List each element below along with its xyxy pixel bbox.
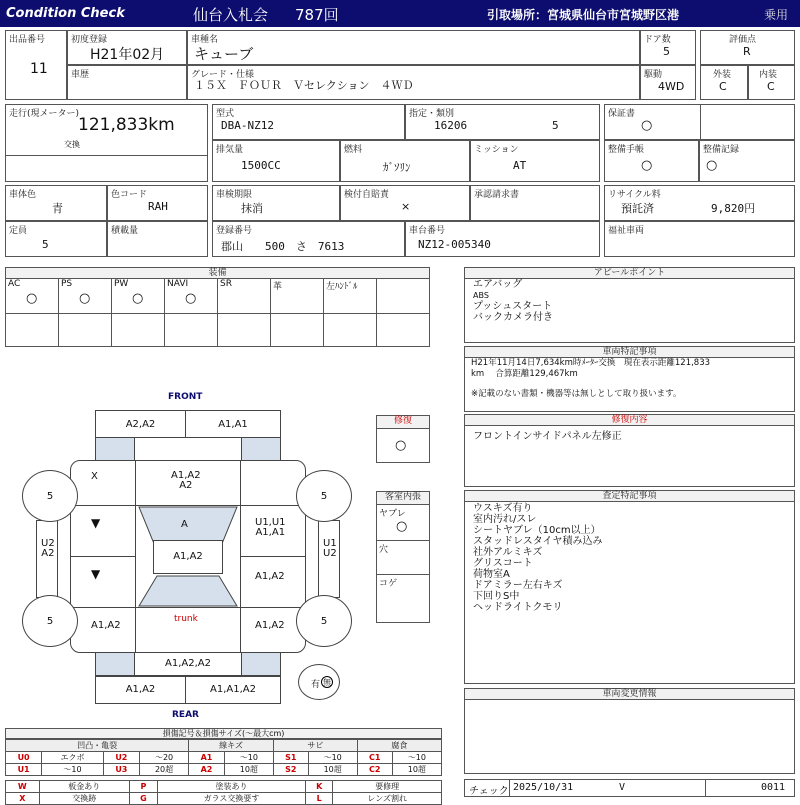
equip-leather-label: 革 <box>273 282 283 292</box>
front-bumper-left-label: A2,A2 <box>125 419 156 430</box>
appeal-panel <box>464 267 795 343</box>
legend-desc: ～20 <box>139 752 188 764</box>
legend-code: W <box>6 781 40 793</box>
fuel-label: 燃料 <box>344 145 363 155</box>
plate-label: 登録番号 <box>216 226 253 236</box>
recycle-status: 預託済 <box>621 202 654 215</box>
header-bar <box>0 0 800 27</box>
equip-pw <box>112 279 165 346</box>
fender-front-left <box>70 460 136 506</box>
equip-ps-mark: ○ <box>79 291 91 306</box>
assessment-item: ヘッドライトクモリ <box>473 602 563 613</box>
change-info-title: 車両変更情報 <box>465 689 794 700</box>
legend-desc: ガラス交換要す <box>158 793 306 805</box>
door-front-left <box>70 505 136 557</box>
appeal-item: プッシュスタート <box>473 301 553 312</box>
legend-desc: エクボ <box>42 752 104 764</box>
color-code-cell <box>107 185 208 221</box>
designation: 16206 <box>434 119 468 132</box>
legend-code: C2 <box>357 764 392 776</box>
grade: １５Ｘ ＦＯＵＲ Ｖセレクション ４ＷＤ <box>194 79 414 92</box>
sill-right <box>318 520 340 598</box>
warranty-mark: ○ <box>641 118 653 133</box>
equip-navi-mark: ○ <box>185 291 197 306</box>
plate-number: 郡山 500 さ 7613 <box>221 240 345 253</box>
tire-front-left-depth: 5 <box>46 491 54 502</box>
legend-desc: 板金あり <box>39 781 129 793</box>
lot-label: 出品番号 <box>9 35 46 45</box>
assessment-item: ウスキズ有り <box>473 503 533 514</box>
color-cell <box>5 185 107 221</box>
legend-table <box>5 739 442 776</box>
interior-box <box>376 491 430 623</box>
door-handle-icon: ▼ <box>91 567 101 581</box>
liability-label: 検付自賠責 <box>344 190 390 200</box>
legend-code: U1 <box>6 764 42 776</box>
service-record-mark: ○ <box>706 158 718 173</box>
interior-title: 客室内張 <box>377 492 429 505</box>
inspection-label: 車検期限 <box>216 190 253 200</box>
repair-line: フロントインサイドパネル左修正 <box>473 431 622 442</box>
recycle-fee: 9,820円 <box>711 202 756 215</box>
hood-label: A1,A2 A2 <box>171 470 201 491</box>
windshield-label: A <box>181 519 188 530</box>
rear-panel-left-label: A1,A2 <box>125 684 156 695</box>
legend-code: G <box>129 793 157 805</box>
ext-cell <box>700 65 748 100</box>
appeal-title: アピールポイント <box>465 268 794 279</box>
displacement-cell <box>212 140 340 182</box>
equip-navi <box>165 279 218 346</box>
equip-sr <box>218 279 271 346</box>
door-front-right-label: U1,U1 A1,A1 <box>255 517 286 538</box>
legend-code: C1 <box>357 752 392 764</box>
liability-cell <box>340 185 470 221</box>
model-cell <box>212 104 405 140</box>
load-cell <box>107 221 208 257</box>
car-diagram <box>0 388 375 718</box>
tire-front-right <box>296 470 352 522</box>
mileage-label: 走行(現メーター) <box>9 109 80 119</box>
approval-cell <box>470 185 600 221</box>
spare-yes-label: 有 <box>311 680 321 690</box>
plate-cell <box>212 221 405 257</box>
recycle-label: リサイクル料 <box>608 190 661 200</box>
legend-desc: 10超 <box>308 764 357 776</box>
equipment-title: 装備 <box>6 268 429 279</box>
welfare-cell <box>604 221 795 257</box>
equipment-panel <box>5 267 430 347</box>
repair-box-title: 修復 <box>377 416 429 429</box>
score-label: 評価点 <box>729 35 757 45</box>
recycle-cell <box>604 185 795 221</box>
first-reg-cell <box>67 30 187 65</box>
lot-code: 787回 <box>295 6 339 24</box>
chassis-label: 車台番号 <box>409 226 446 236</box>
inspection: 抹消 <box>241 202 263 215</box>
door-rear-right <box>240 556 306 608</box>
tire-rear-left-depth: 5 <box>46 616 54 627</box>
assessment-title: 査定特記事項 <box>465 491 794 502</box>
door-front-right <box>240 505 306 557</box>
legend-desc: ～10 <box>392 752 441 764</box>
equip-lhd <box>324 279 377 346</box>
equip-navi-label: NAVI <box>167 279 189 289</box>
interior-burn-label: コゲ <box>379 579 398 589</box>
model-label: 型式 <box>216 109 235 119</box>
warranty-label: 保証書 <box>608 109 636 119</box>
legend-code: X <box>6 793 40 805</box>
quarter-rear-right-label: A1,A2 <box>255 620 285 631</box>
pickup-location: 引取場所：宮城県仙台市宮城野区港 <box>487 8 680 22</box>
legend-code: U0 <box>6 752 42 764</box>
body-color: 青 <box>52 202 63 215</box>
service-book-label: 整備手帳 <box>608 145 645 155</box>
sill-left-label: U2 A2 <box>41 538 55 559</box>
assessment-item: 室内汚れ/スレ <box>473 514 537 525</box>
service-book-mark: ○ <box>641 158 653 173</box>
int-cell <box>748 65 795 100</box>
special-line: km 合算距離129,467km <box>471 369 578 379</box>
legend-desc: 10超 <box>392 764 441 776</box>
headlight-left <box>95 437 135 461</box>
equip-pw-mark: ○ <box>132 291 144 306</box>
assessment-list <box>473 503 603 613</box>
rear-panel-right-label: A1,A1,A2 <box>210 684 256 695</box>
car-name-cell <box>187 30 640 65</box>
tire-rear-right-depth: 5 <box>320 616 328 627</box>
color-label: 車体色 <box>9 190 37 200</box>
legend-title: 損傷記号＆損傷サイズ(～最大cm) <box>5 728 442 739</box>
legend-header: 線キズ <box>189 740 274 752</box>
rear-bumper-label: A1,A2,A2 <box>165 658 211 669</box>
assessment-item: 荷物室A <box>473 569 510 580</box>
equip-ac <box>6 279 59 346</box>
equip-ps <box>59 279 112 346</box>
assessment-item: スタッドレスタイヤ積み込み <box>473 536 603 547</box>
repair-box-mark: ○ <box>395 438 407 453</box>
legend-desc: 塗装あり <box>158 781 306 793</box>
chassis-cell <box>405 221 600 257</box>
tire-rear-left <box>22 595 78 647</box>
roof <box>153 540 223 574</box>
equip-lhd-label: 左ﾊﾝﾄﾞﾙ <box>326 282 358 292</box>
score: R <box>743 45 751 58</box>
grade-cell <box>187 65 640 100</box>
assessment-item: グリスコート <box>473 558 533 569</box>
equip-ps-label: PS <box>61 279 73 289</box>
door-rear-left <box>70 556 136 608</box>
color-code-label: 色コード <box>111 190 148 200</box>
interior-tear-mark: ○ <box>396 519 408 534</box>
service-book-cell <box>604 140 699 182</box>
front-label: FRONT <box>168 392 203 402</box>
designation-cell <box>405 104 600 140</box>
tire-rear-right <box>296 595 352 647</box>
fender-front-left-label: X <box>91 471 98 482</box>
equip-leather <box>271 279 324 346</box>
special-lines <box>471 358 710 400</box>
rear-bumper <box>134 652 242 676</box>
legend-header: サビ <box>273 740 357 752</box>
ext: C <box>719 80 727 93</box>
int-label: 内装 <box>759 70 778 80</box>
legend-desc: 交換跡 <box>39 793 129 805</box>
front-bumper-right-label: A1,A1 <box>218 419 248 430</box>
legend-code: S2 <box>273 764 308 776</box>
rear-window <box>135 574 241 608</box>
headlight-right <box>241 437 281 461</box>
quarter-rear-left <box>70 607 136 653</box>
appeal-item: バックカメラ付き <box>473 312 553 323</box>
legend-code: K <box>306 781 333 793</box>
spare-tire <box>298 664 340 700</box>
assessment-item: ドアミラー左右キズ <box>473 580 563 591</box>
service-record-cell <box>699 140 795 182</box>
door-handle-icon: ▼ <box>91 516 101 530</box>
roof-label: A1,A2 <box>173 551 203 562</box>
displacement: 1500CC <box>241 159 281 172</box>
check-v: V <box>619 782 626 793</box>
hood <box>135 460 241 506</box>
taillight-right <box>241 652 281 676</box>
model: DBA-NZ12 <box>221 119 274 132</box>
welfare-label: 福祉車両 <box>608 226 645 236</box>
category: 乗用 <box>764 8 789 22</box>
check-number: 0011 <box>761 782 786 793</box>
appeal-item: ABS <box>473 291 489 300</box>
equip-pw-label: PW <box>114 279 129 289</box>
fuel: ｶﾞｿﾘﾝ <box>383 161 411 174</box>
legend-desc: ～10 <box>224 752 273 764</box>
legend-table-2 <box>5 780 442 805</box>
legend-code: U2 <box>103 752 139 764</box>
equip-sr-label: SR <box>220 279 232 289</box>
interior-hole-label: 穴 <box>379 545 389 555</box>
load-label: 積載量 <box>111 226 139 236</box>
quarter-rear-left-label: A1,A2 <box>91 620 121 631</box>
grade-label: グレード・仕様 <box>191 70 255 80</box>
tire-front-left <box>22 470 78 522</box>
legend-header: 凹凸・亀裂 <box>6 740 189 752</box>
legend-code: S1 <box>273 752 308 764</box>
chassis-number: NZ12-005340 <box>418 238 491 251</box>
spare-no-mark: 無 <box>323 678 331 687</box>
doors-cell <box>640 30 696 65</box>
mission-cell <box>470 140 600 182</box>
appeal-list <box>473 279 553 323</box>
mileage: 121,833km <box>78 115 175 135</box>
legend-header: 腐食 <box>357 740 441 752</box>
taillight-left <box>95 652 135 676</box>
rear-label: REAR <box>172 710 199 720</box>
exchange-note: 交換 <box>64 140 80 149</box>
rear-panel-left <box>95 676 186 704</box>
damage-legend <box>5 728 442 805</box>
capacity-label: 定員 <box>9 226 28 236</box>
history-label: 車歴 <box>71 70 90 80</box>
history-cell <box>67 65 187 100</box>
sill-right-label: U1 U2 <box>323 538 337 559</box>
ext-label: 外装 <box>713 70 732 80</box>
drive: 4WD <box>658 80 685 93</box>
special-line: ※記載のない書類・機器等は無しとして取り扱います。 <box>471 389 682 399</box>
car-name-label: 車種名 <box>191 35 219 45</box>
legend-code: L <box>306 793 333 805</box>
lot-number: 11 <box>30 61 48 77</box>
trunk-label: trunk <box>174 614 198 624</box>
special-notes-panel <box>464 346 795 412</box>
drive-cell <box>640 65 696 100</box>
displacement-label: 排気量 <box>216 145 244 155</box>
doors-label: ドア数 <box>644 35 671 45</box>
car-name: キューブ <box>194 45 254 63</box>
legend-desc: 10超 <box>224 764 273 776</box>
equip-ac-label: AC <box>8 279 21 289</box>
int: C <box>767 80 775 93</box>
mission-label: ミッション <box>474 145 519 155</box>
check-label: チェック <box>469 786 509 797</box>
score-cell <box>700 30 795 65</box>
class-number: 5 <box>552 119 559 132</box>
repair-details-panel <box>464 414 795 487</box>
appeal-item: エアバッグ <box>473 279 523 290</box>
legend-code: P <box>129 781 157 793</box>
warranty-cell <box>604 104 795 140</box>
legend-code: A1 <box>189 752 225 764</box>
rear-panel-right <box>185 676 281 704</box>
first-reg-label: 初度登録 <box>71 35 108 45</box>
capacity-cell <box>5 221 107 257</box>
assessment-item: 社外アルミキズ <box>473 547 543 558</box>
lot-cell <box>5 30 67 100</box>
change-info-panel <box>464 688 795 774</box>
legend-desc: 要修理 <box>333 781 442 793</box>
liability: × <box>401 200 411 213</box>
sill-left <box>36 520 58 598</box>
tire-front-right-depth: 5 <box>320 491 328 502</box>
door-rear-right-label: A1,A2 <box>255 571 285 582</box>
inspection-cell <box>212 185 340 221</box>
legend-code: U3 <box>103 764 139 776</box>
designation-label: 指定・類別 <box>409 109 455 119</box>
assessment-panel <box>464 490 795 684</box>
front-bumper-right <box>185 410 281 438</box>
legend-desc: ～10 <box>42 764 104 776</box>
color-code: RAH <box>148 200 168 213</box>
interior-tear-label: ヤブレ <box>379 509 406 519</box>
front-bumper-left <box>95 410 186 438</box>
repair-box <box>376 415 430 463</box>
legend-code: A2 <box>189 764 225 776</box>
service-record-label: 整備記録 <box>703 145 740 155</box>
doors: 5 <box>663 45 670 58</box>
special-line <box>471 380 710 389</box>
legend-desc: レンズ割れ <box>333 793 442 805</box>
check-footer <box>464 779 795 797</box>
mission: AT <box>513 159 527 172</box>
approval-label: 承認請求書 <box>474 190 520 200</box>
assessment-item: 下回りS中 <box>473 591 520 602</box>
capacity: 5 <box>42 238 49 251</box>
drive-label: 駆動 <box>644 70 663 80</box>
legend-desc: 20超 <box>139 764 188 776</box>
legend-desc: ～10 <box>308 752 357 764</box>
header-title: Condition Check <box>6 6 125 21</box>
special-title: 車両特記事項 <box>465 347 794 358</box>
repair-title: 修復内容 <box>465 415 794 426</box>
check-date: 2025/10/31 <box>513 782 574 793</box>
assessment-item: シートヤブレ（10cm以上） <box>473 525 601 536</box>
equip-ac-mark: ○ <box>26 291 38 306</box>
fuel-cell <box>340 140 470 182</box>
mileage-cell <box>5 104 208 182</box>
venue: 仙台入札会 <box>193 6 269 24</box>
trunk <box>135 607 241 653</box>
first-reg: H21年02月 <box>90 47 165 63</box>
special-line: H21年11月14日7,634km時ﾒｰﾀｰ交換 現在表示距離121,833 <box>471 358 711 368</box>
